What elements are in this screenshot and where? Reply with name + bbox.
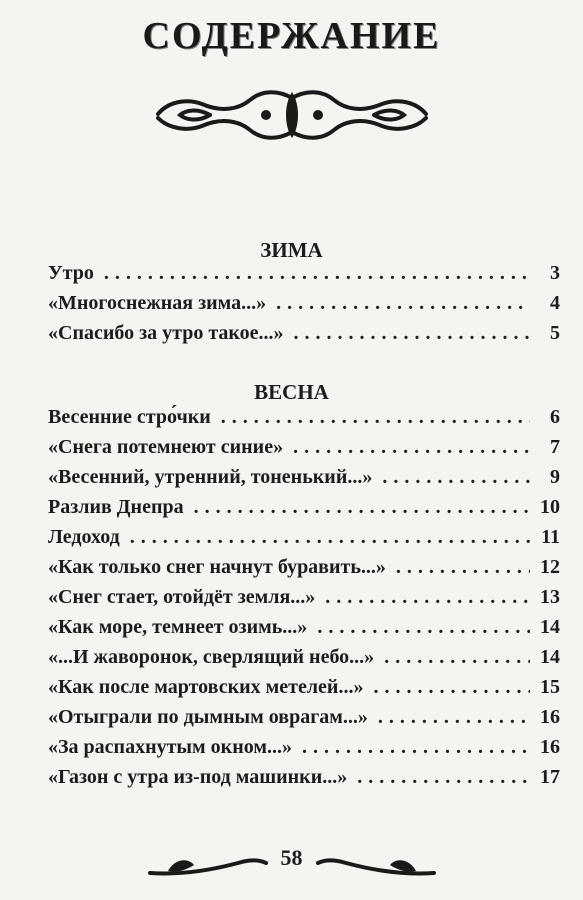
toc-leader-dots: [276, 292, 530, 315]
toc-entry[interactable]: [48, 526, 560, 556]
toc-entry-title: «Весенний, утренний, тоненький...»: [48, 466, 373, 488]
toc-entry-title: «Снега потемнеют синие»: [48, 436, 284, 458]
section-heading-spring: ВЕСНА: [254, 380, 329, 404]
toc-entry[interactable]: [48, 586, 560, 616]
toc-entry-title: «Снег стает, отойдёт земля...»: [48, 586, 316, 608]
toc-entry-page: 12: [540, 556, 560, 578]
toc-entry-page: 7: [550, 436, 560, 458]
toc-entry[interactable]: [48, 676, 560, 706]
toc-entry-page: 9: [550, 466, 560, 488]
toc-entry[interactable]: [48, 616, 560, 646]
toc-leader-dots: [302, 736, 530, 759]
toc-entry[interactable]: [48, 406, 560, 436]
toc-entry-page: 10: [540, 496, 560, 518]
toc-entry-title: «Отыграли по дымным оврагам...»: [48, 706, 368, 728]
toc-entry[interactable]: [48, 736, 560, 766]
toc-entry-title: «Как после мартовских метелей...»: [48, 676, 364, 698]
page-title: СОДЕРЖАНИЕ: [142, 15, 441, 57]
toc-entry-title: «Как только снег начнут буравить...»: [48, 556, 386, 578]
toc-list-winter: [48, 262, 560, 352]
toc-leader-dots: [317, 616, 530, 639]
toc-leader-dots: [325, 586, 530, 609]
toc-entry[interactable]: [48, 706, 560, 736]
toc-entry-title: «Как море, темнеет озимь...»: [48, 616, 308, 638]
page-footer: [0, 845, 583, 885]
toc-entry-page: 15: [540, 676, 560, 698]
toc-leader-dots: [378, 706, 530, 729]
toc-entry[interactable]: [48, 496, 560, 526]
toc-entry-title: Разлив Днепра: [48, 496, 184, 518]
toc-leader-dots: [294, 322, 530, 345]
toc-leader-dots: [130, 526, 530, 549]
toc-entry[interactable]: [48, 322, 560, 352]
toc-entry-page: 3: [550, 262, 560, 284]
toc-entry-title: «Спасибо за утро такое...»: [48, 322, 284, 344]
toc-leader-dots: [396, 556, 530, 579]
toc-entry-page: 16: [540, 706, 560, 728]
toc-entry-page: 6: [550, 406, 560, 428]
toc-entry[interactable]: [48, 436, 560, 466]
toc-list-spring: [48, 406, 560, 796]
toc-entry-page: 14: [540, 646, 560, 668]
section-heading-winter: ЗИМА: [260, 238, 323, 262]
toc-entry-page: 5: [550, 322, 560, 344]
toc-entry-page: 4: [550, 292, 560, 314]
page-number: 58: [280, 845, 303, 870]
toc-entry-title: «Газон с утра из-под машинки...»: [48, 766, 348, 788]
toc-entry-title: Утро: [48, 262, 94, 284]
toc-entry[interactable]: [48, 556, 560, 586]
toc-leader-dots: [293, 436, 530, 459]
toc-leader-dots: [373, 676, 530, 699]
toc-entry[interactable]: [48, 646, 560, 676]
toc-entry[interactable]: [48, 466, 560, 496]
toc-entry-page: 16: [540, 736, 560, 758]
toc-entry-title: Весенние стро́чки: [48, 406, 211, 428]
toc-leader-dots: [382, 466, 530, 489]
toc-leader-dots: [104, 262, 530, 285]
toc-entry[interactable]: [48, 292, 560, 322]
toc-entry-page: 17: [540, 766, 560, 788]
toc-entry[interactable]: [48, 766, 560, 796]
toc-leader-dots: [221, 406, 530, 429]
toc-entry-title: «Многоснежная зима...»: [48, 292, 267, 314]
toc-entry-page: 14: [540, 616, 560, 638]
toc-entry-page: 11: [541, 526, 560, 548]
toc-leader-dots: [357, 766, 530, 789]
toc-entry-title: Ледоход: [48, 526, 120, 548]
swash-flourish-icon: [316, 851, 436, 881]
toc-leader-dots: [194, 496, 530, 519]
scroll-ornament-icon: [150, 84, 434, 146]
toc-entry-page: 13: [540, 586, 560, 608]
toc-leader-dots: [384, 646, 530, 669]
toc-entry-title: «За распахнутым окном...»: [48, 736, 292, 758]
toc-entry-title: «...И жаворонок, сверлящий небо...»: [48, 646, 375, 668]
toc-entry[interactable]: [48, 262, 560, 292]
